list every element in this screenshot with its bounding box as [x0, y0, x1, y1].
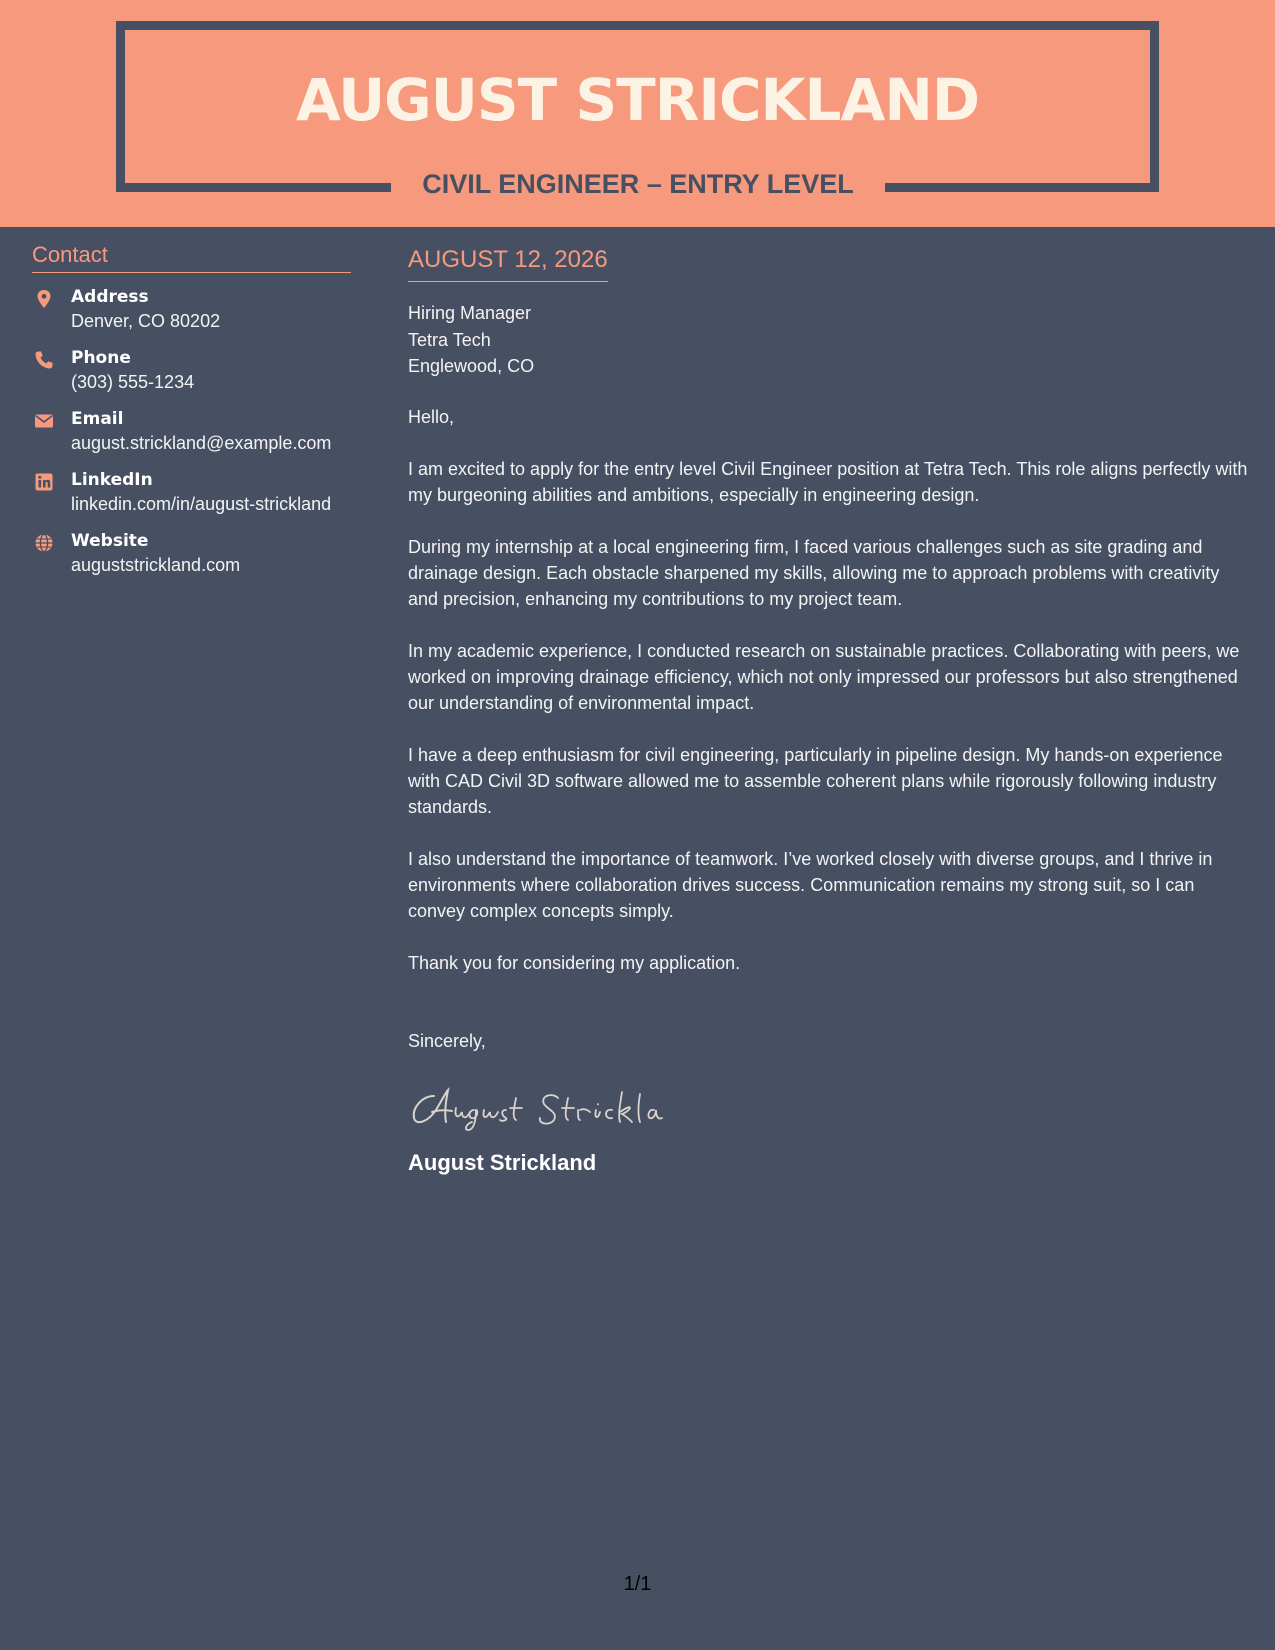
signer-name: August Strickland [408, 1149, 597, 1175]
address-value: Denver, CO 80202 [71, 311, 221, 331]
contact-sidebar [32, 240, 351, 590]
letter-body [408, 244, 1253, 1178]
recipient-title: Hiring Manager [408, 303, 532, 323]
applicant-name: AUGUST STRICKLAND [295, 66, 980, 134]
thank-you-line: Thank you for considering my application. [408, 952, 741, 973]
envelope-icon [34, 411, 54, 431]
header-frame-bottom-right [885, 183, 1159, 192]
email-label: Email [71, 409, 124, 429]
address-label: Address [71, 287, 149, 307]
signature-image [408, 1076, 670, 1136]
header-banner [0, 0, 1275, 227]
recipient-location: Englewood, CO [408, 356, 535, 376]
body-paragraph-4: I have a deep enthusiasm for civil engineering, particularly in pipeline design. My hands-on experience with CAD Civil 3D software allowed me to assemble coherent plans while rigorously following industry standards. [408, 744, 1223, 817]
recipient-company: Tetra Tech [408, 329, 491, 350]
linkedin-label: LinkedIn [71, 470, 153, 490]
greeting: Hello, [408, 406, 455, 427]
map-pin-icon [34, 289, 54, 309]
body-paragraph-5: I also understand the importance of teamwork. I’ve worked closely with diverse groups, and I thrive in environments where collaboration drives success. Communication remains my strong suit, so I can convey complex concepts simply. [408, 848, 1213, 921]
email-value: august.strickland@example.com [71, 433, 332, 453]
contact-linkedin [32, 468, 351, 516]
body-paragraph-1: I am excited to apply for the entry level Civil Engineer position at Tetra Tech. This role aligns perfectly with my burgeoning abilities and ambitions, especially in engineering design. [408, 458, 1248, 505]
closing: Sincerely, [408, 1030, 486, 1051]
linkedin-value: linkedin.com/in/august-strickland [71, 494, 332, 514]
contact-email [32, 407, 351, 455]
phone-value: (303) 555-1234 [71, 372, 195, 392]
header-frame-bottom-left [116, 183, 391, 192]
contact-website [32, 529, 351, 577]
website-label: Website [71, 531, 149, 551]
job-title: CIVIL ENGINEER – ENTRY LEVEL [422, 169, 854, 199]
contact-address [32, 285, 351, 333]
website-value: auguststrickland.com [71, 555, 241, 575]
body-paragraph-2: During my internship at a local engineering firm, I faced various challenges such as site grading and drainage design. Each obstacle sharpened my skills, allowing me to approach problems with creativity and precision, enhancing my contributions to my project team. [408, 536, 1220, 609]
phone-label: Phone [71, 348, 131, 368]
contact-phone [32, 346, 351, 394]
contact-heading: Contact [32, 240, 351, 273]
letter-date: AUGUST 12, 2026 [408, 244, 608, 282]
recipient-block [408, 300, 1253, 380]
linkedin-icon [34, 472, 54, 492]
phone-icon [34, 350, 54, 370]
page-number: 1/1 [623, 1573, 652, 1595]
globe-icon [34, 533, 54, 553]
body-paragraph-3: In my academic experience, I conducted research on sustainable practices. Collaborating with peers, we worked on improving drainage efficiency, which not only impressed our professors but also strengthened our understanding of environmental impact. [408, 640, 1240, 713]
signature-drawing [408, 1076, 670, 1136]
